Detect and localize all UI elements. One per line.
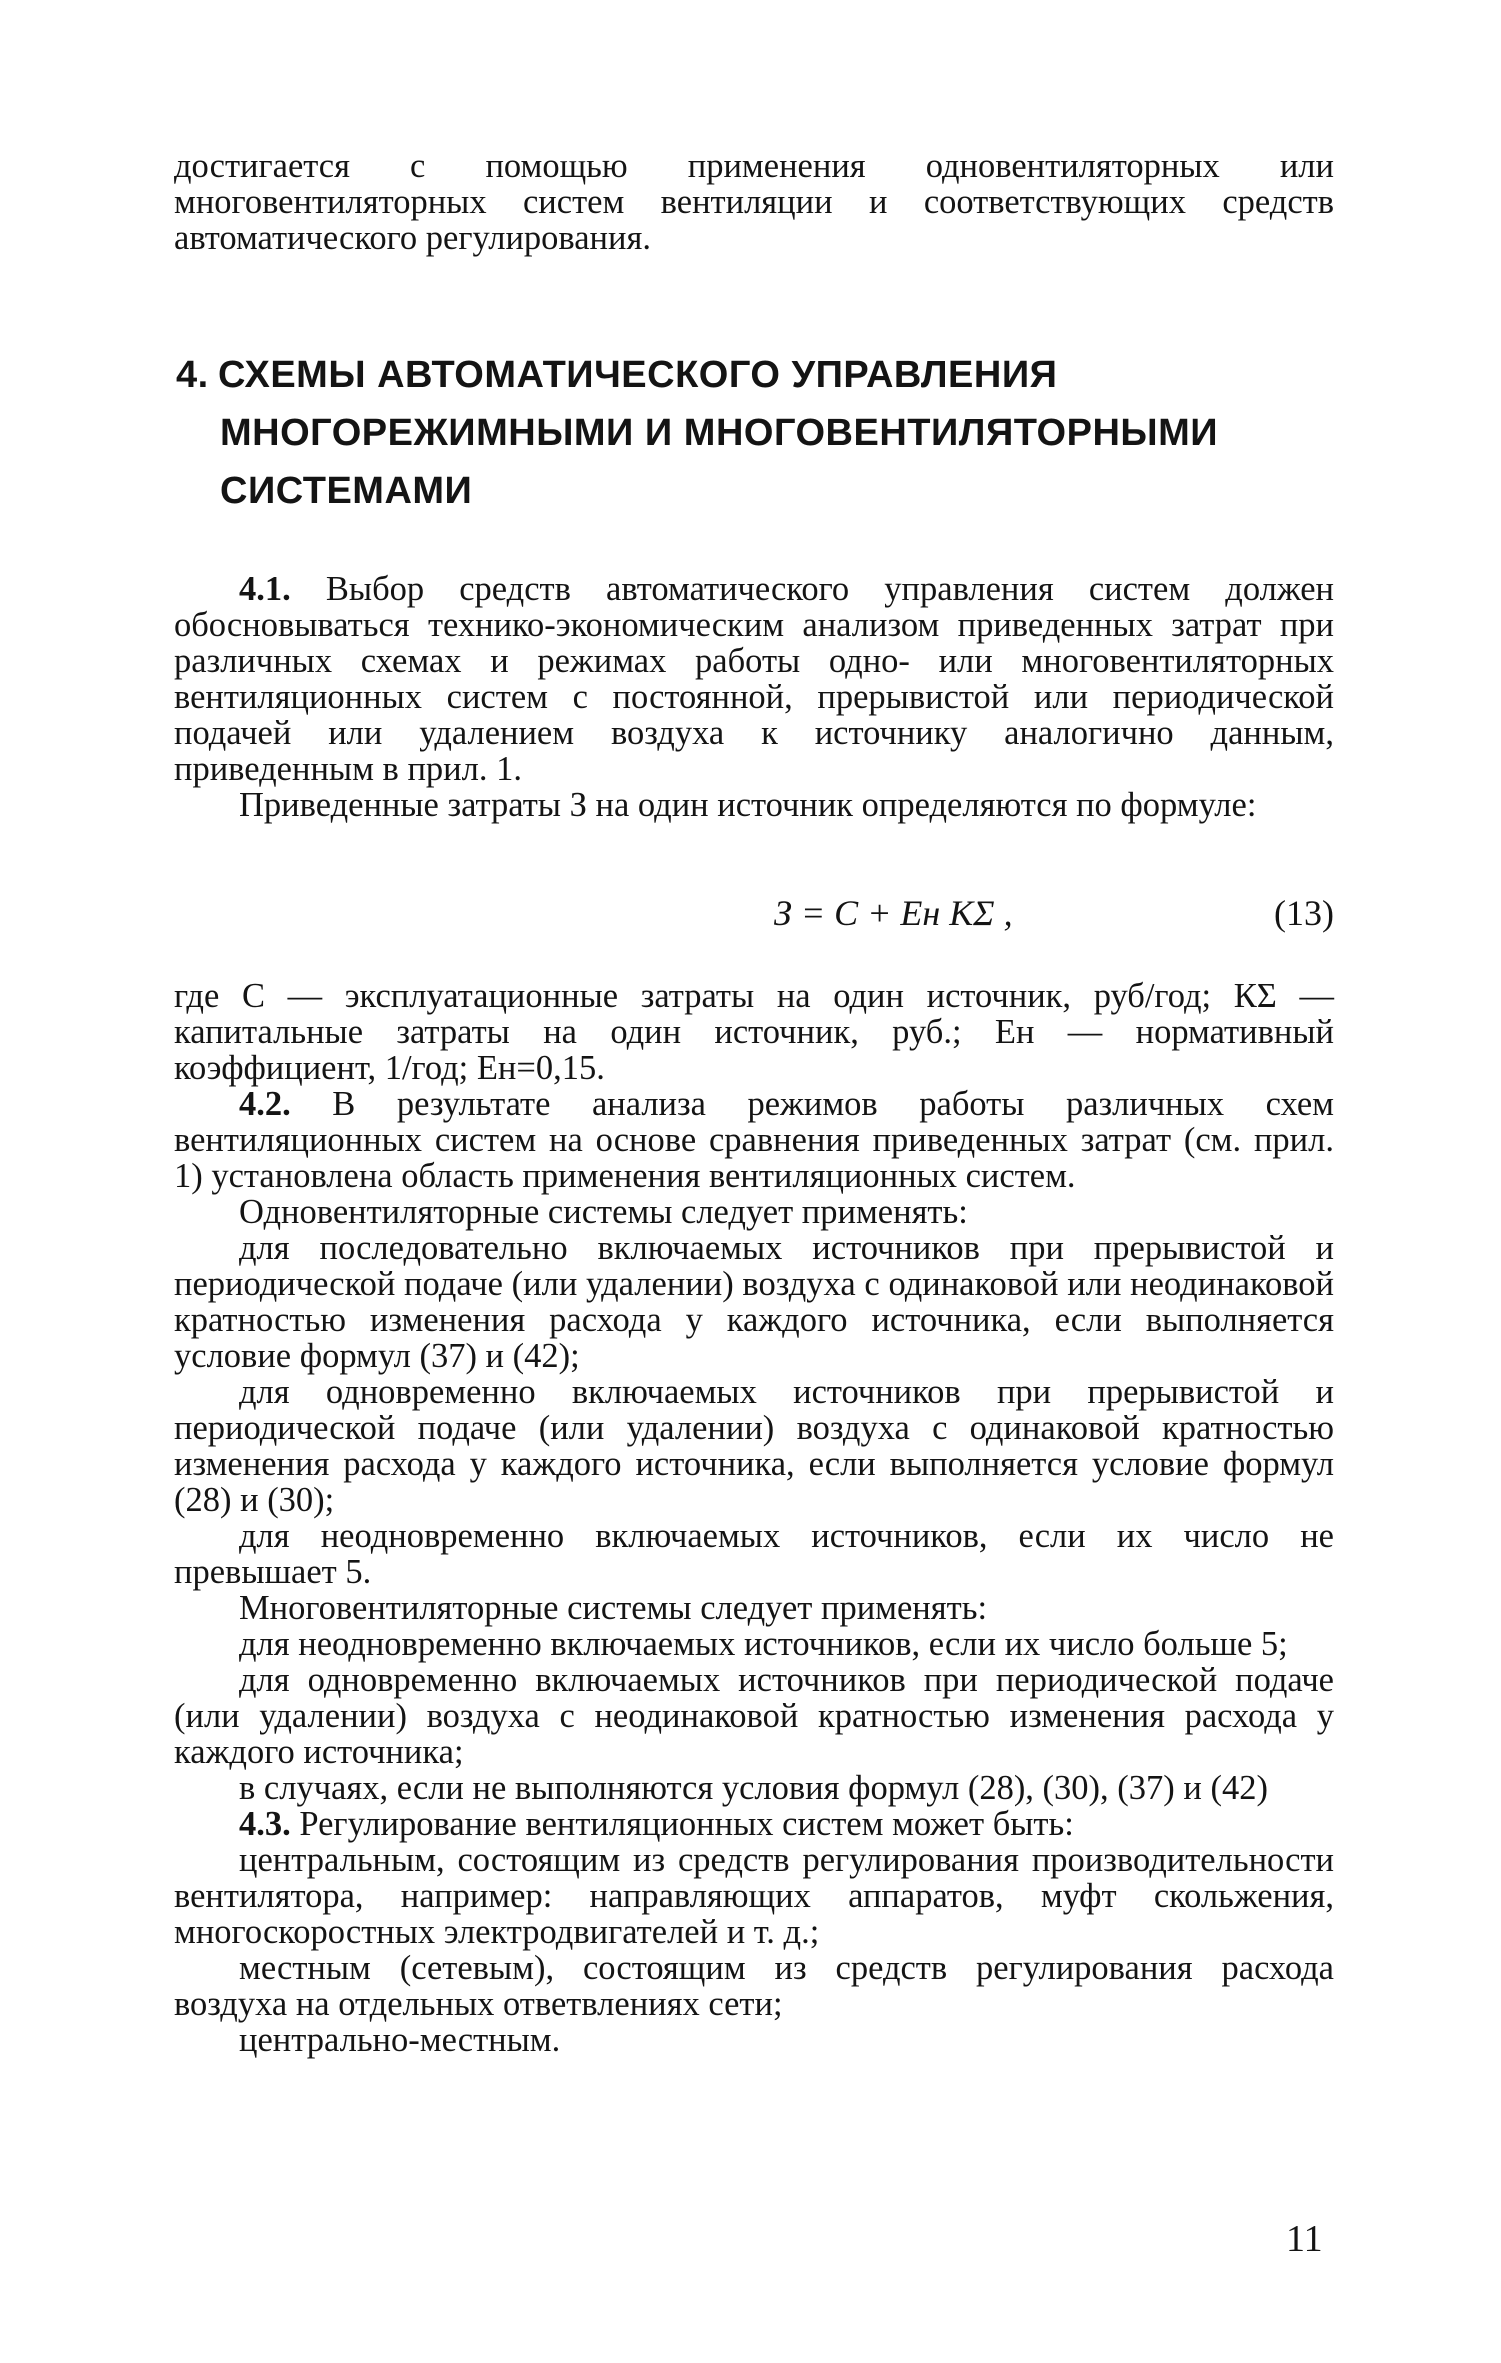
paragraph-4-1 (174, 571, 1334, 787)
list-item: для неодновременно включаемых источников, если их число не превышает 5. (174, 1517, 1334, 1591)
paragraph-text: Регулирование вентиляционных систем может быть: (299, 1805, 1074, 1843)
single-fan-heading: Одновентиляторные системы следует применять: (239, 1193, 968, 1231)
intro-text: достигается с помощью применения одновентиляторных или многовентиляторных систем вентиляции и соответствующих средств автоматического регулирования. (174, 147, 1334, 257)
list-item: для одновременно включаемых источников при периодической подаче (или удалении) воздуха с неодинаковой кратностью изменения расхода у каждого источника; (174, 1661, 1334, 1771)
list-item: в случаях, если не выполняются условия формул (28), (30), (37) и (42) (239, 1769, 1268, 1807)
list-item: центрально-местным. (239, 2021, 561, 2059)
list-item: центральным, состоящим из средств регулирования производительности вентилятора, например: направляющих аппаратов, муфт скольжения, многоскоростных электродвигателей и т. д.; (174, 1841, 1334, 1951)
formula-intro: Приведенные затраты З на один источник определяются по формуле: (239, 786, 1257, 824)
paragraph-number: 4.3. (239, 1805, 291, 1843)
section-title-line-3: СИСТЕМАМИ (220, 470, 473, 512)
multi-fan-heading: Многовентиляторные системы следует применять: (239, 1589, 988, 1627)
formula-legend: где С — эксплуатационные затраты на один источник, руб/год; КΣ — капитальные затраты на один источник, руб.; Ен — нормативный коэффициент, 1/год; Ен=0,15. (174, 977, 1334, 1087)
paragraph-number: 4.2. (239, 1085, 291, 1123)
formula-number: (13) (1274, 893, 1334, 933)
paragraph-4-2 (174, 1086, 1334, 1194)
formula-expression: З = С + Ен КΣ , (774, 893, 1013, 933)
paragraph-text: В результате анализа режимов работы различных схем вентиляционных систем на основе сравнения приведенных затрат (см. прил. 1) установлена область применения вентиляционных систем. (174, 1085, 1335, 1195)
list-item: местным (сетевым), состоящим из средств регулирования расхода воздуха на отдельных ответвлениях сети; (174, 1949, 1334, 2023)
list-item: для последовательно включаемых источников при прерывистой и периодической подаче (или удалении) воздуха с одинаковой или неодинаковой кратностью изменения расхода у каждого источника, если выполняется условие формул (37) и (42); (174, 1229, 1334, 1375)
section-heading (176, 346, 1218, 520)
body-block-2 (174, 978, 1334, 2058)
page-number: 11 (1286, 2218, 1323, 2260)
list-item: для одновременно включаемых источников при прерывистой и периодической подаче (или удалении) воздуха с одинаковой кратностью изменения расхода у каждого источника, если выполняется условие формул (28) и (30); (174, 1373, 1334, 1519)
section-number: 4. (176, 354, 209, 396)
paragraph-4-3 (174, 1806, 1334, 1842)
intro-paragraph (174, 148, 1334, 256)
section-title-line-2: МНОГОРЕЖИМНЫМИ И МНОГОВЕНТИЛЯТОРНЫМИ (220, 412, 1219, 454)
section-title-line-1: СХЕМЫ АВТОМАТИЧЕСКОГО УПРАВЛЕНИЯ (218, 354, 1058, 396)
formula-13 (174, 893, 1334, 933)
paragraph-text: Выбор средств автоматического управления систем должен обосновываться технико-экономическим анализом приведенных затрат при различных схемах и режимах работы одно- или многовентиляторных вентиляционных систем с постоянной, прерывистой или периодической подачей или удалением воздуха к источнику аналогично данным, приведенным в прил. 1. (174, 570, 1335, 788)
body-block-1 (174, 571, 1334, 823)
paragraph-number: 4.1. (239, 570, 291, 608)
list-item: для неодновременно включаемых источников, если их число больше 5; (239, 1625, 1288, 1663)
